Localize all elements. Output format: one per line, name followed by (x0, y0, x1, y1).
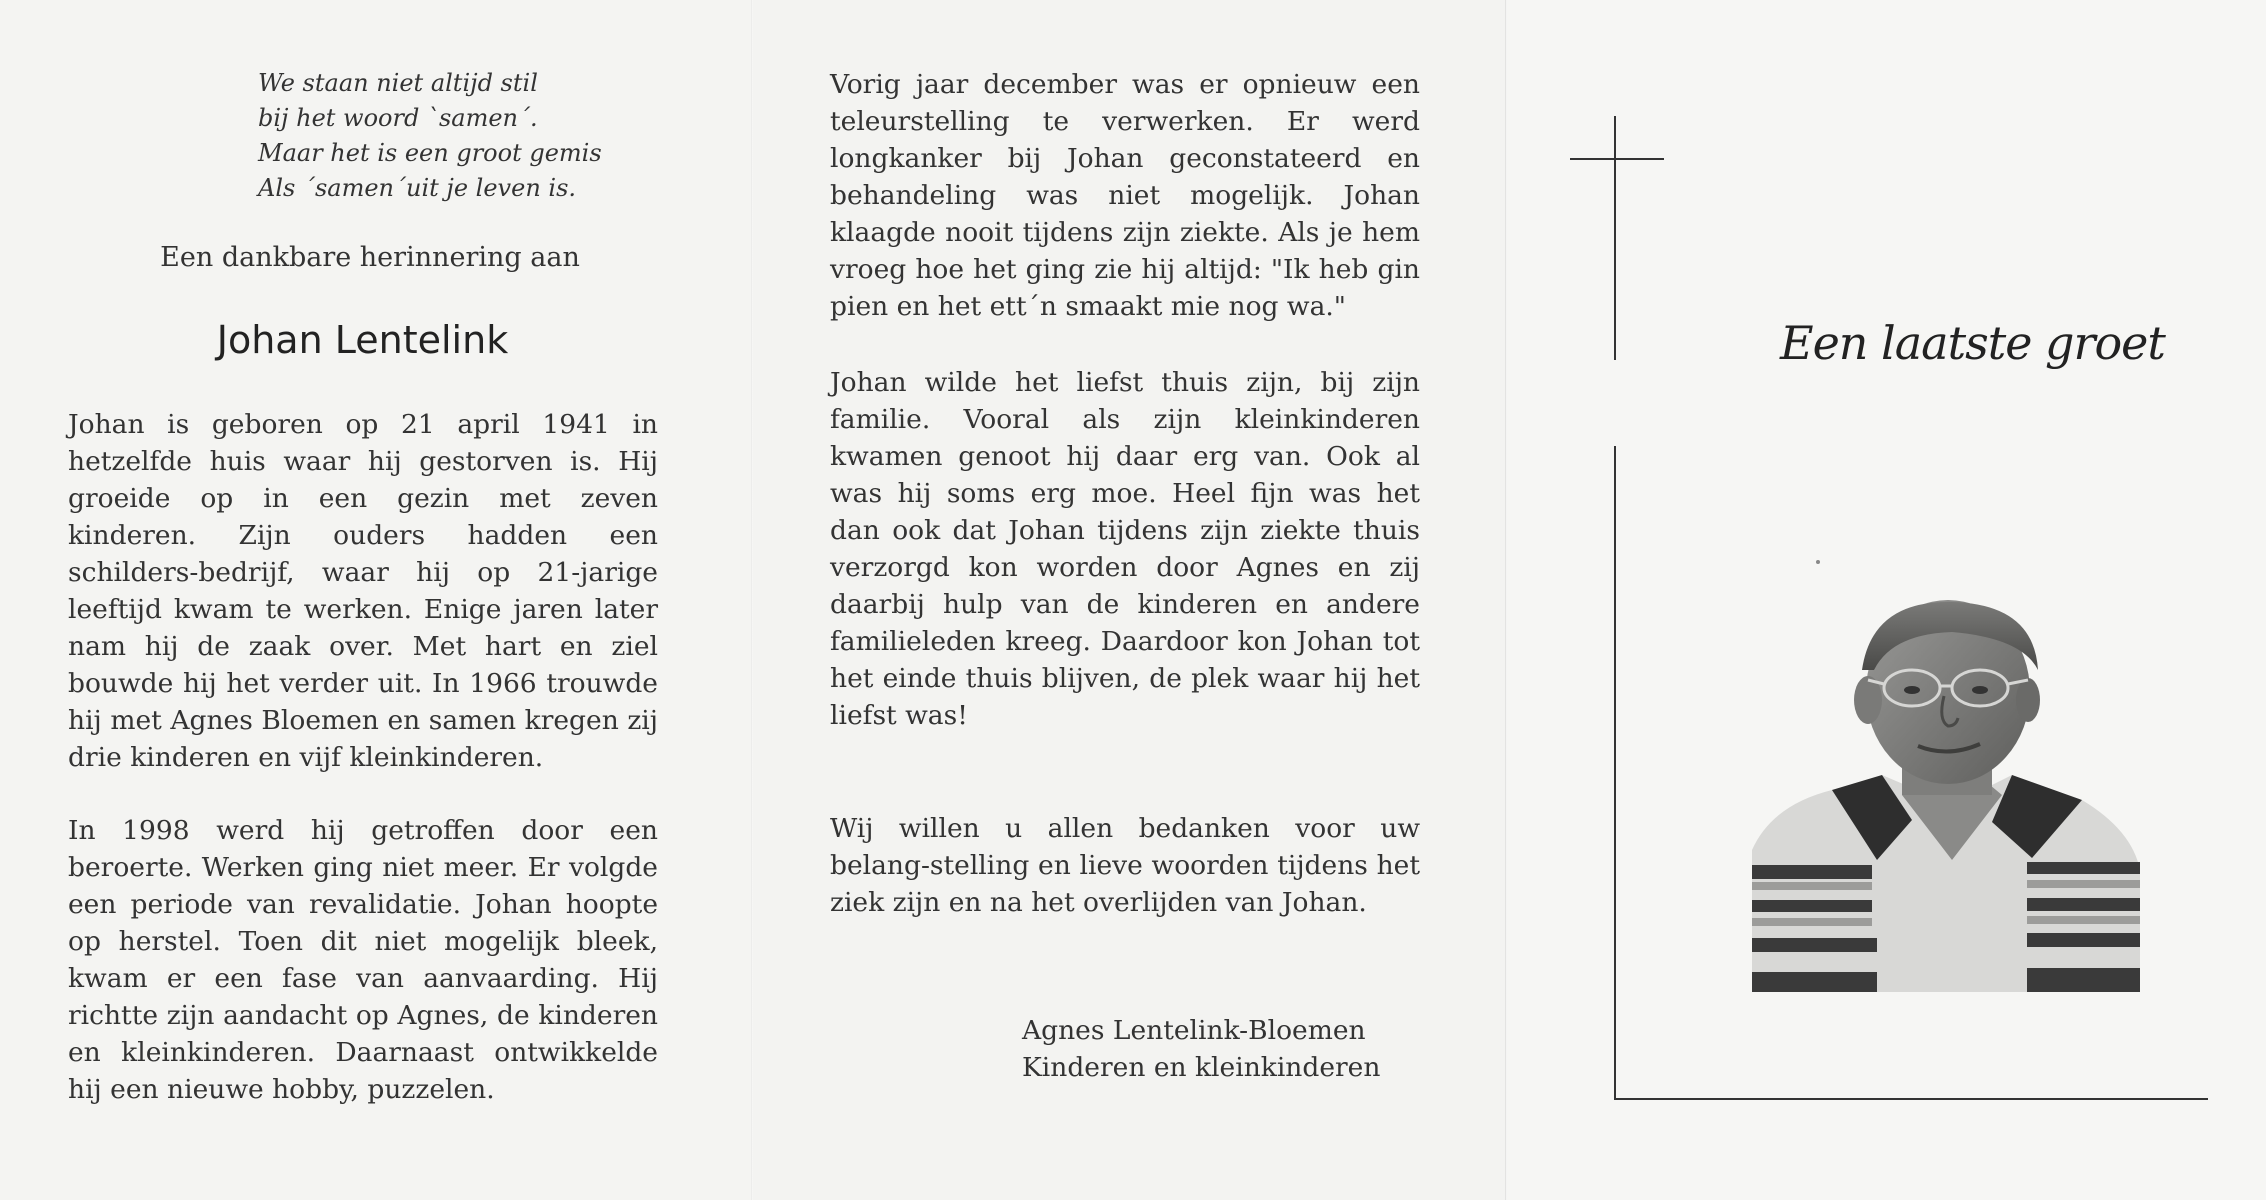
remembrance-intro-text: Een dankbare herinnering aan (160, 242, 580, 273)
biography-paragraph: Johan is geboren op 21 april 1941 in hetzelfde huis waar hij gestorven is. Hij groeide op in een gezin met zeven kinderen. Zijn ouders hadden een schilders-bedrijf, waar hij op 21-jarige leeftijd kwam te werken. Enige jaren later nam hij de zaak over. Met hart en ziel bouwde hij het verder uit. In 1966 trouwde hij met Agnes Bloemen en samen kregen zij drie kinderen en vijf kleinkinderen. (68, 409, 658, 773)
portrait-photo (1752, 600, 2140, 992)
frame-line (1614, 1098, 2208, 1100)
frame-line (1614, 446, 1616, 1100)
illness-paragraph: Vorig jaar december was er opnieuw een teleurstelling te verwerken. Er werd longkanker bij Johan geconstateerd en behandeling was niet mogelijk. Johan klaagde nooit tijdens zijn ziekte. Als je hem vroeg hoe het ging zie hij altijd: "Ik heb gin pien en het ett´n smaakt mie nog wa." (830, 69, 1420, 322)
poem-line: Maar het is een groot gemis (258, 139, 602, 167)
poem (258, 66, 602, 206)
cross-icon-bar (1570, 158, 1664, 160)
signature (1022, 1012, 1380, 1086)
thanks-paragraph: Wij willen u allen bedanken voor uw belang-stelling en lieve woorden tijdens het ziek zijn en na het overlijden van Johan. (830, 813, 1420, 918)
paper-speck (1816, 560, 1820, 564)
farewell-title: Een laatste groet (1780, 316, 2165, 370)
poem-line: Als ´samen´uit je leven is. (258, 174, 577, 202)
signature-line: Agnes Lentelink-Bloemen (1022, 1015, 1366, 1046)
fold-line (1505, 0, 1507, 1200)
home-care-paragraph: Johan wilde het liefst thuis zijn, bij zijn familie. Vooral als zijn kleinkinderen kwamen genoot hij daar erg van. Ook al was hij soms erg moe. Heel fijn was het dan ook dat Johan tijdens zijn ziekte thuis verzorgd kon worden door Agnes en zij daarbij hulp van de kinderen en andere familieleden kreeg. Daardoor kon Johan tot het einde thuis blijven, de plek waar hij het liefst was! (830, 367, 1420, 731)
fold-line (751, 0, 753, 1200)
deceased-name: Johan Lentelink (216, 318, 509, 362)
remembrance-intro (0, 242, 740, 273)
cross-icon (1614, 116, 1616, 360)
poem-line: We staan niet altijd stil (258, 69, 538, 97)
biography-paragraph: In 1998 werd hij getroffen door een beroerte. Werken ging niet meer. Er volgde een periode van revalidatie. Johan hoopte op herstel. Toen dit niet mogelijk bleek, kwam er een fase van aanvaarding. Hij richtte zijn aandacht op Agnes, de kinderen en kleinkinderen. Daarnaast ontwikkelde hij een nieuwe hobby, puzzelen. (68, 815, 658, 1105)
poem-line: bij het woord `samen´. (258, 104, 538, 132)
signature-line: Kinderen en kleinkinderen (1022, 1052, 1381, 1083)
